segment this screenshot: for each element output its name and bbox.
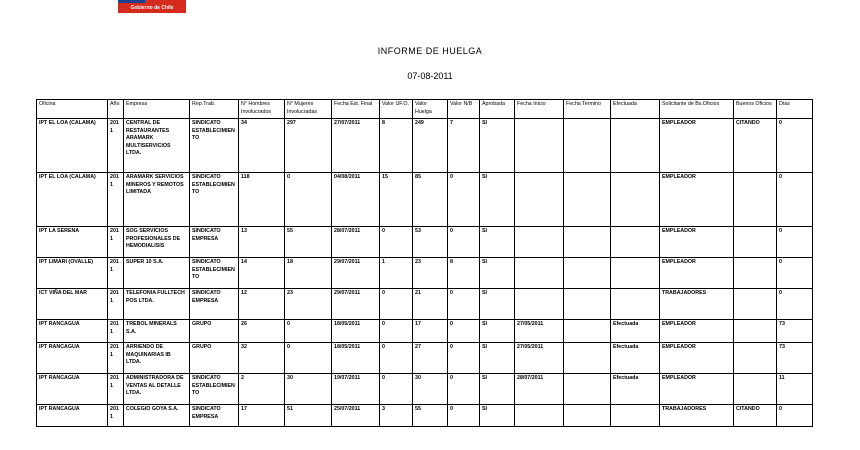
cell-oficina: IPT EL LOA (CALAMA) bbox=[37, 173, 108, 227]
cell-valor-nb: 0 bbox=[448, 320, 480, 343]
cell-fecha-est-final: 19/07/2011 bbox=[332, 374, 380, 405]
cell-valor-huelga: 30 bbox=[413, 374, 448, 405]
cell-aprobada: SI bbox=[480, 320, 515, 343]
cell-solicitante: TRABAJADORES bbox=[660, 289, 734, 320]
cell-fecha-termino bbox=[564, 258, 611, 289]
cell-valor-ufo: 8 bbox=[380, 119, 413, 173]
cell-buenos-oficios bbox=[734, 289, 777, 320]
cell-valor-ufo: 15 bbox=[380, 173, 413, 227]
cell-efectuada: Efectuada bbox=[611, 343, 660, 374]
column-header-valor-ufo: Valor UF.O. bbox=[380, 100, 413, 119]
table-row bbox=[37, 374, 813, 405]
table-row bbox=[37, 343, 813, 374]
cell-hombres: 2 bbox=[239, 374, 285, 405]
cell-buenos-oficios bbox=[734, 374, 777, 405]
cell-fecha-termino bbox=[564, 374, 611, 405]
cell-fecha-inicio bbox=[515, 289, 564, 320]
cell-buenos-oficios bbox=[734, 343, 777, 374]
cell-fecha-inicio: 28/07/2011 bbox=[515, 374, 564, 405]
cell-valor-nb: 0 bbox=[448, 227, 480, 258]
cell-solicitante: EMPLEADOR bbox=[660, 173, 734, 227]
gobierno-de-chile-logo bbox=[118, 0, 186, 13]
cell-solicitante: EMPLEADOR bbox=[660, 374, 734, 405]
cell-fecha-est-final: 18/05/2011 bbox=[332, 320, 380, 343]
cell-solicitante: EMPLEADOR bbox=[660, 119, 734, 173]
cell-buenos-oficios bbox=[734, 173, 777, 227]
cell-solicitante: EMPLEADOR bbox=[660, 258, 734, 289]
cell-fecha-inicio bbox=[515, 119, 564, 173]
cell-valor-ufo: 0 bbox=[380, 289, 413, 320]
cell-fecha-inicio bbox=[515, 227, 564, 258]
cell-oficina: ICT VIÑA DEL MAR bbox=[37, 289, 108, 320]
cell-dias: 0 bbox=[777, 289, 813, 320]
column-header-buenos-oficios: Buenos Oficios bbox=[734, 100, 777, 119]
table-row bbox=[37, 320, 813, 343]
report-title: INFORME DE HUELGA bbox=[377, 46, 483, 56]
cell-empresa: SOG SERVICIOS PROFESIONALES DE HEMODIALISIS bbox=[124, 227, 190, 258]
cell-fecha-est-final: 25/07/2011 bbox=[332, 405, 380, 427]
cell-valor-nb: 0 bbox=[448, 173, 480, 227]
column-header-fecha-est-final: Fecha Est. Final bbox=[332, 100, 380, 119]
cell-fecha-inicio bbox=[515, 258, 564, 289]
cell-dias: 73 bbox=[777, 320, 813, 343]
cell-valor-nb: 0 bbox=[448, 405, 480, 427]
cell-hombres: 118 bbox=[239, 173, 285, 227]
table-row bbox=[37, 173, 813, 227]
cell-rep-trab: SINDICATO ESTABLECIMIENTO bbox=[190, 119, 239, 173]
cell-valor-huelga: 21 bbox=[413, 289, 448, 320]
cell-rep-trab: GRUPO bbox=[190, 343, 239, 374]
cell-mujeres: 0 bbox=[285, 320, 332, 343]
cell-hombres: 14 bbox=[239, 258, 285, 289]
column-header-empresa: Empresa bbox=[124, 100, 190, 119]
table-row bbox=[37, 405, 813, 427]
cell-hombres: 13 bbox=[239, 227, 285, 258]
cell-dias: 73 bbox=[777, 343, 813, 374]
cell-empresa: COLEGIO GOYA S.A. bbox=[124, 405, 190, 427]
table-row bbox=[37, 227, 813, 258]
cell-dias: 0 bbox=[777, 258, 813, 289]
cell-hombres: 34 bbox=[239, 119, 285, 173]
logo-text: Gobierno de Chile bbox=[118, 3, 186, 13]
cell-dias: 11 bbox=[777, 374, 813, 405]
cell-anio: 2011 bbox=[108, 289, 124, 320]
cell-empresa: ARRIENDO DE MAQUINARIAS IB LTDA. bbox=[124, 343, 190, 374]
cell-fecha-termino bbox=[564, 320, 611, 343]
cell-empresa: ADMINISTRADORA DE VENTAS AL DETALLE LTDA. bbox=[124, 374, 190, 405]
cell-solicitante: EMPLEADOR bbox=[660, 227, 734, 258]
cell-solicitante: EMPLEADOR bbox=[660, 343, 734, 374]
cell-buenos-oficios bbox=[734, 227, 777, 258]
cell-valor-ufo: 0 bbox=[380, 343, 413, 374]
cell-anio: 2011 bbox=[108, 343, 124, 374]
cell-aprobada: SI bbox=[480, 405, 515, 427]
cell-buenos-oficios bbox=[734, 258, 777, 289]
cell-valor-huelga: 249 bbox=[413, 119, 448, 173]
column-header-mujeres: N° Mujeres Involucradas bbox=[285, 100, 332, 119]
cell-mujeres: 23 bbox=[285, 289, 332, 320]
table-row bbox=[37, 258, 813, 289]
cell-fecha-est-final: 29/07/2011 bbox=[332, 258, 380, 289]
column-header-fecha-inicio: Fecha Inicio bbox=[515, 100, 564, 119]
column-header-valor-huelga: Valor Huelga bbox=[413, 100, 448, 119]
cell-valor-huelga: 17 bbox=[413, 320, 448, 343]
table-row bbox=[37, 119, 813, 173]
cell-valor-ufo: 1 bbox=[380, 258, 413, 289]
cell-hombres: 12 bbox=[239, 289, 285, 320]
cell-oficina: IPT RANCAGUA bbox=[37, 320, 108, 343]
cell-efectuada bbox=[611, 227, 660, 258]
cell-rep-trab: SINDICATO EMPRESA bbox=[190, 405, 239, 427]
cell-empresa: CENTRAL DE RESTAURANTES ARAMARK MULTISERVICIOS LTDA. bbox=[124, 119, 190, 173]
cell-fecha-termino bbox=[564, 119, 611, 173]
cell-valor-ufo: 3 bbox=[380, 405, 413, 427]
cell-fecha-inicio: 27/05/2011 bbox=[515, 320, 564, 343]
cell-valor-huelga: 85 bbox=[413, 173, 448, 227]
cell-oficina: IPT RANCAGUA bbox=[37, 405, 108, 427]
column-header-valor-nb: Valor N/B bbox=[448, 100, 480, 119]
cell-mujeres: 30 bbox=[285, 374, 332, 405]
column-header-aprobada: Aprobada bbox=[480, 100, 515, 119]
table-header bbox=[37, 100, 813, 119]
cell-hombres: 17 bbox=[239, 405, 285, 427]
report-date: 07-08-2011 bbox=[407, 71, 453, 81]
cell-mujeres: 297 bbox=[285, 119, 332, 173]
cell-efectuada bbox=[611, 119, 660, 173]
table-body bbox=[37, 119, 813, 427]
cell-oficina: IPT RANCAGUA bbox=[37, 343, 108, 374]
cell-buenos-oficios: CITANDO bbox=[734, 119, 777, 173]
cell-efectuada bbox=[611, 405, 660, 427]
cell-valor-nb: 8 bbox=[448, 258, 480, 289]
cell-fecha-termino bbox=[564, 289, 611, 320]
cell-aprobada: SI bbox=[480, 374, 515, 405]
cell-buenos-oficios bbox=[734, 320, 777, 343]
cell-dias: 0 bbox=[777, 227, 813, 258]
cell-empresa: TELEFONIA FULLTECH POS LTDA. bbox=[124, 289, 190, 320]
cell-solicitante: TRABAJADORES bbox=[660, 405, 734, 427]
cell-fecha-termino bbox=[564, 227, 611, 258]
cell-fecha-inicio: 27/05/2011 bbox=[515, 343, 564, 374]
cell-efectuada bbox=[611, 173, 660, 227]
cell-fecha-inicio bbox=[515, 405, 564, 427]
cell-valor-nb: 0 bbox=[448, 343, 480, 374]
cell-buenos-oficios: CITANDO bbox=[734, 405, 777, 427]
cell-dias: 0 bbox=[777, 119, 813, 173]
cell-rep-trab: GRUPO bbox=[190, 320, 239, 343]
cell-fecha-est-final: 27/07/2011 bbox=[332, 119, 380, 173]
column-header-dias: Días bbox=[777, 100, 813, 119]
cell-efectuada bbox=[611, 258, 660, 289]
cell-dias: 0 bbox=[777, 173, 813, 227]
cell-empresa: ARAMARK SERVICIOS MINEROS Y REMOTOS LIMITADA bbox=[124, 173, 190, 227]
cell-empresa: TREBOL MINERALS S.A. bbox=[124, 320, 190, 343]
cell-oficina: IPT LA SERENA bbox=[37, 227, 108, 258]
column-header-solicitante: Solicitante de Bs.Oficios bbox=[660, 100, 734, 119]
cell-fecha-est-final: 18/05/2011 bbox=[332, 343, 380, 374]
cell-dias: 0 bbox=[777, 405, 813, 427]
cell-fecha-inicio bbox=[515, 173, 564, 227]
cell-valor-ufo: 0 bbox=[380, 374, 413, 405]
cell-rep-trab: SINDICATO ESTABLECIMIENTO bbox=[190, 173, 239, 227]
table-row bbox=[37, 289, 813, 320]
cell-anio: 2011 bbox=[108, 173, 124, 227]
cell-mujeres: 55 bbox=[285, 227, 332, 258]
cell-mujeres: 0 bbox=[285, 173, 332, 227]
cell-mujeres: 51 bbox=[285, 405, 332, 427]
cell-valor-huelga: 55 bbox=[413, 405, 448, 427]
cell-hombres: 26 bbox=[239, 320, 285, 343]
cell-valor-nb: 0 bbox=[448, 289, 480, 320]
column-header-efectuada: Efectuada bbox=[611, 100, 660, 119]
cell-valor-huelga: 53 bbox=[413, 227, 448, 258]
cell-rep-trab: SINDICATO EMPRESA bbox=[190, 227, 239, 258]
cell-valor-nb: 7 bbox=[448, 119, 480, 173]
column-header-hombres: N° Hombres Involucrados bbox=[239, 100, 285, 119]
cell-aprobada: SI bbox=[480, 258, 515, 289]
cell-efectuada: Efectuada bbox=[611, 320, 660, 343]
cell-rep-trab: SINDICATO EMPRESA bbox=[190, 289, 239, 320]
cell-fecha-termino bbox=[564, 343, 611, 374]
cell-solicitante: EMPLEADOR bbox=[660, 320, 734, 343]
cell-empresa: SUPER 10 S.A. bbox=[124, 258, 190, 289]
cell-hombres: 32 bbox=[239, 343, 285, 374]
cell-valor-nb: 0 bbox=[448, 374, 480, 405]
cell-aprobada: SI bbox=[480, 343, 515, 374]
cell-aprobada: SI bbox=[480, 289, 515, 320]
column-header-oficina: Oficina bbox=[37, 100, 108, 119]
cell-anio: 2011 bbox=[108, 119, 124, 173]
cell-valor-ufo: 0 bbox=[380, 320, 413, 343]
cell-efectuada: Efectuada bbox=[611, 374, 660, 405]
cell-efectuada bbox=[611, 289, 660, 320]
cell-valor-huelga: 27 bbox=[413, 343, 448, 374]
cell-rep-trab: SINDICATO ESTABLECIMIENTO bbox=[190, 258, 239, 289]
column-header-anio: Año bbox=[108, 100, 124, 119]
cell-valor-huelga: 23 bbox=[413, 258, 448, 289]
cell-mujeres: 0 bbox=[285, 343, 332, 374]
cell-aprobada: SI bbox=[480, 227, 515, 258]
cell-anio: 2011 bbox=[108, 258, 124, 289]
cell-fecha-est-final: 04/08/2011 bbox=[332, 173, 380, 227]
cell-valor-ufo: 0 bbox=[380, 227, 413, 258]
column-header-rep-trab: Rep.Trab. bbox=[190, 100, 239, 119]
cell-anio: 2011 bbox=[108, 405, 124, 427]
cell-mujeres: 18 bbox=[285, 258, 332, 289]
cell-fecha-termino bbox=[564, 405, 611, 427]
strike-report-table bbox=[36, 99, 813, 427]
cell-oficina: IPT LIMARI (OVALLE) bbox=[37, 258, 108, 289]
cell-fecha-est-final: 28/07/2011 bbox=[332, 227, 380, 258]
cell-anio: 2011 bbox=[108, 320, 124, 343]
cell-fecha-termino bbox=[564, 173, 611, 227]
cell-anio: 2011 bbox=[108, 374, 124, 405]
column-header-fecha-termino: Fecha Termino bbox=[564, 100, 611, 119]
cell-aprobada: SI bbox=[480, 173, 515, 227]
cell-oficina: IPT RANCAGUA bbox=[37, 374, 108, 405]
cell-oficina: IPT EL LOA (CALAMA) bbox=[37, 119, 108, 173]
cell-rep-trab: SINDICATO ESTABLECIMIENTO bbox=[190, 374, 239, 405]
cell-aprobada: SI bbox=[480, 119, 515, 173]
cell-anio: 2011 bbox=[108, 227, 124, 258]
cell-fecha-est-final: 29/07/2011 bbox=[332, 289, 380, 320]
